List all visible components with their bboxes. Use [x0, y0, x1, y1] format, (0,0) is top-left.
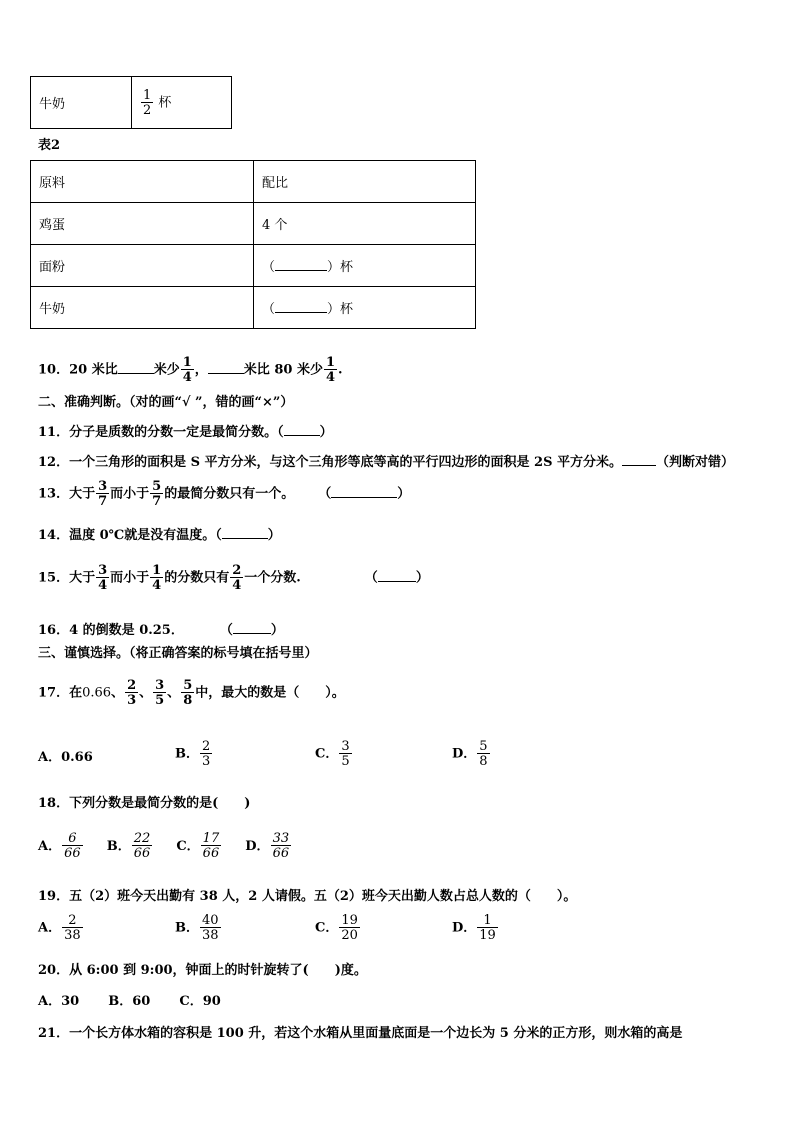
- table-2: [30, 160, 476, 329]
- fraction: $\frac{2}{38}$: [64, 913, 81, 943]
- fraction: $\frac{2}{4}$: [232, 563, 242, 593]
- question-11: 11．分子是质数的分数一定是最简分数。（ ）: [38, 425, 333, 440]
- q18-option-a[interactable]: A． $\frac{6}{66}$: [38, 831, 81, 861]
- section-2-heading: 二、准确判断。（对的画“√ ”，错的画“×”）: [38, 395, 294, 410]
- q18-options: [38, 832, 292, 860]
- question-17: 17．在0.66、 $\frac{2}{3}$ 、 $\frac{3}{5}$ 、 $\frac{5}{8}$ 中，最大的数是（ ）。: [38, 678, 345, 708]
- table-row: [31, 203, 476, 245]
- table-cell-label: 牛奶: [31, 287, 254, 329]
- question-15: 15．大于 $\frac{3}{4}$ 而小于 $\frac{1}{4}$ 的分数只有 $\frac{2}{4}$ 一个分数. （ ）: [38, 563, 429, 593]
- q20-option-b[interactable]: B．60: [108, 994, 151, 1009]
- fraction: $\frac{5}{8}$: [183, 678, 193, 708]
- table-row: [31, 245, 476, 287]
- fraction: $\frac{5}{7}$: [152, 479, 162, 509]
- question-13: 13．大于 $\frac{3}{7}$ 而小于 $\frac{5}{7}$ 的最简分数只有一个。 （ ）: [38, 479, 411, 509]
- q17-option-c[interactable]: C． $\frac{3}{5}$: [315, 739, 350, 769]
- question-19: 19．五（2）班今天出勤有 38 人，2 人请假。五（2）班今天出勤人数占总人数的（ ）。: [38, 889, 577, 904]
- fraction: $\frac{2}{3}$: [202, 739, 211, 769]
- question-18: 18．下列分数是最简分数的是( ): [38, 796, 251, 811]
- table-header-cell: 原料: [31, 161, 254, 203]
- question-20: 20．从 6:00 到 9:00，钟面上的时针旋转了( )度。: [38, 963, 367, 978]
- fraction: $\frac{1}{19}$: [479, 913, 496, 943]
- q20-option-c[interactable]: C．90: [179, 994, 221, 1009]
- table-row: [31, 77, 232, 129]
- q17-option-d[interactable]: D． $\frac{5}{8}$: [452, 739, 488, 769]
- question-12: 12．一个三角形的面积是 S 平方分米，与这个三角形等底等高的平行四边形的面积是 2S 平方分米。 （判断对错）: [38, 455, 735, 470]
- fraction: $\frac{22}{66}$: [133, 831, 151, 861]
- table-2-caption: 表2: [38, 138, 61, 153]
- table-1: [30, 76, 232, 129]
- answer-blank[interactable]: [233, 621, 271, 634]
- fraction: $\frac{33}{66}$: [272, 831, 290, 861]
- q19-option-a[interactable]: A． $\frac{2}{38}$: [38, 913, 81, 943]
- q20-options: [38, 995, 221, 1008]
- fraction: $\frac{1}{4}$: [152, 563, 162, 593]
- q18-option-b[interactable]: B． $\frac{22}{66}$: [106, 831, 151, 861]
- fraction: $\frac{40}{38}$: [202, 913, 219, 943]
- answer-blank[interactable]: [222, 526, 268, 539]
- q19-option-c[interactable]: C． $\frac{19}{20}$: [315, 913, 358, 943]
- table-cell-label: 面粉: [31, 245, 254, 287]
- fraction: $\frac{3}{7}$: [98, 479, 108, 509]
- table-cell-value: （ ）杯: [254, 245, 476, 287]
- answer-blank[interactable]: [275, 258, 327, 271]
- answer-blank[interactable]: [118, 361, 154, 374]
- answer-blank[interactable]: [275, 300, 327, 313]
- question-10: 10．20 米比 米少 $\frac{1}{4}$ ， 米比 80 米少 $\frac{1}{4}$ .: [38, 355, 343, 385]
- q19-option-d[interactable]: D． $\frac{1}{19}$: [452, 913, 496, 943]
- fraction: $\frac{3}{5}$: [155, 678, 165, 708]
- answer-blank[interactable]: [378, 569, 416, 582]
- fraction: $\frac{3}{5}$: [341, 739, 350, 769]
- table-cell-label: 鸡蛋: [31, 203, 254, 245]
- fraction: $\frac{6}{66}$: [64, 831, 81, 861]
- table-cell-value: $\frac{1}{2}$ 杯: [132, 77, 232, 129]
- answer-blank[interactable]: [331, 485, 397, 498]
- q18-option-d[interactable]: D． $\frac{33}{66}$: [245, 831, 290, 861]
- q19-option-b[interactable]: B． $\frac{40}{38}$: [175, 913, 219, 943]
- question-14: 14．温度 0℃就是没有温度。（ ）: [38, 528, 281, 543]
- q18-option-c[interactable]: C． $\frac{17}{66}$: [176, 831, 220, 861]
- question-21: 21．一个长方体水箱的容积是 100 升，若这个水箱从里面量底面是一个边长为 5 分米的正方形，则水箱的高是: [38, 1026, 683, 1041]
- section-3-heading: 三、谨慎选择。（将正确答案的标号填在括号里）: [38, 646, 318, 661]
- table-header-row: [31, 161, 476, 203]
- answer-blank[interactable]: [284, 423, 320, 436]
- fraction: $\frac{2}{3}$: [127, 678, 137, 708]
- answer-blank[interactable]: [208, 361, 244, 374]
- fraction: $\frac{3}{4}$: [98, 563, 108, 593]
- table-cell-value: （ ）杯: [254, 287, 476, 329]
- question-16: 16．4 的倒数是 0.25． （ ）: [38, 623, 284, 638]
- table-cell-label: 牛奶: [31, 77, 132, 129]
- fraction: $\frac{17}{66}$: [202, 831, 220, 861]
- fraction: $\frac{1}{4}$: [182, 355, 192, 385]
- answer-blank[interactable]: [622, 453, 656, 466]
- fraction: $\frac{5}{8}$: [479, 739, 488, 769]
- table-header-cell: 配比: [254, 161, 476, 203]
- fraction: $\frac{1}{4}$: [325, 355, 335, 385]
- table-row: [31, 287, 476, 329]
- fraction: $\frac{19}{20}$: [341, 913, 358, 943]
- fraction: $\frac{1}{2}$: [143, 87, 152, 118]
- q20-option-a[interactable]: A．30: [38, 994, 80, 1009]
- q17-option-b[interactable]: B． $\frac{2}{3}$: [175, 739, 211, 769]
- table-cell-value: 4 个: [254, 203, 476, 245]
- q17-option-a[interactable]: A．0.66: [38, 750, 93, 765]
